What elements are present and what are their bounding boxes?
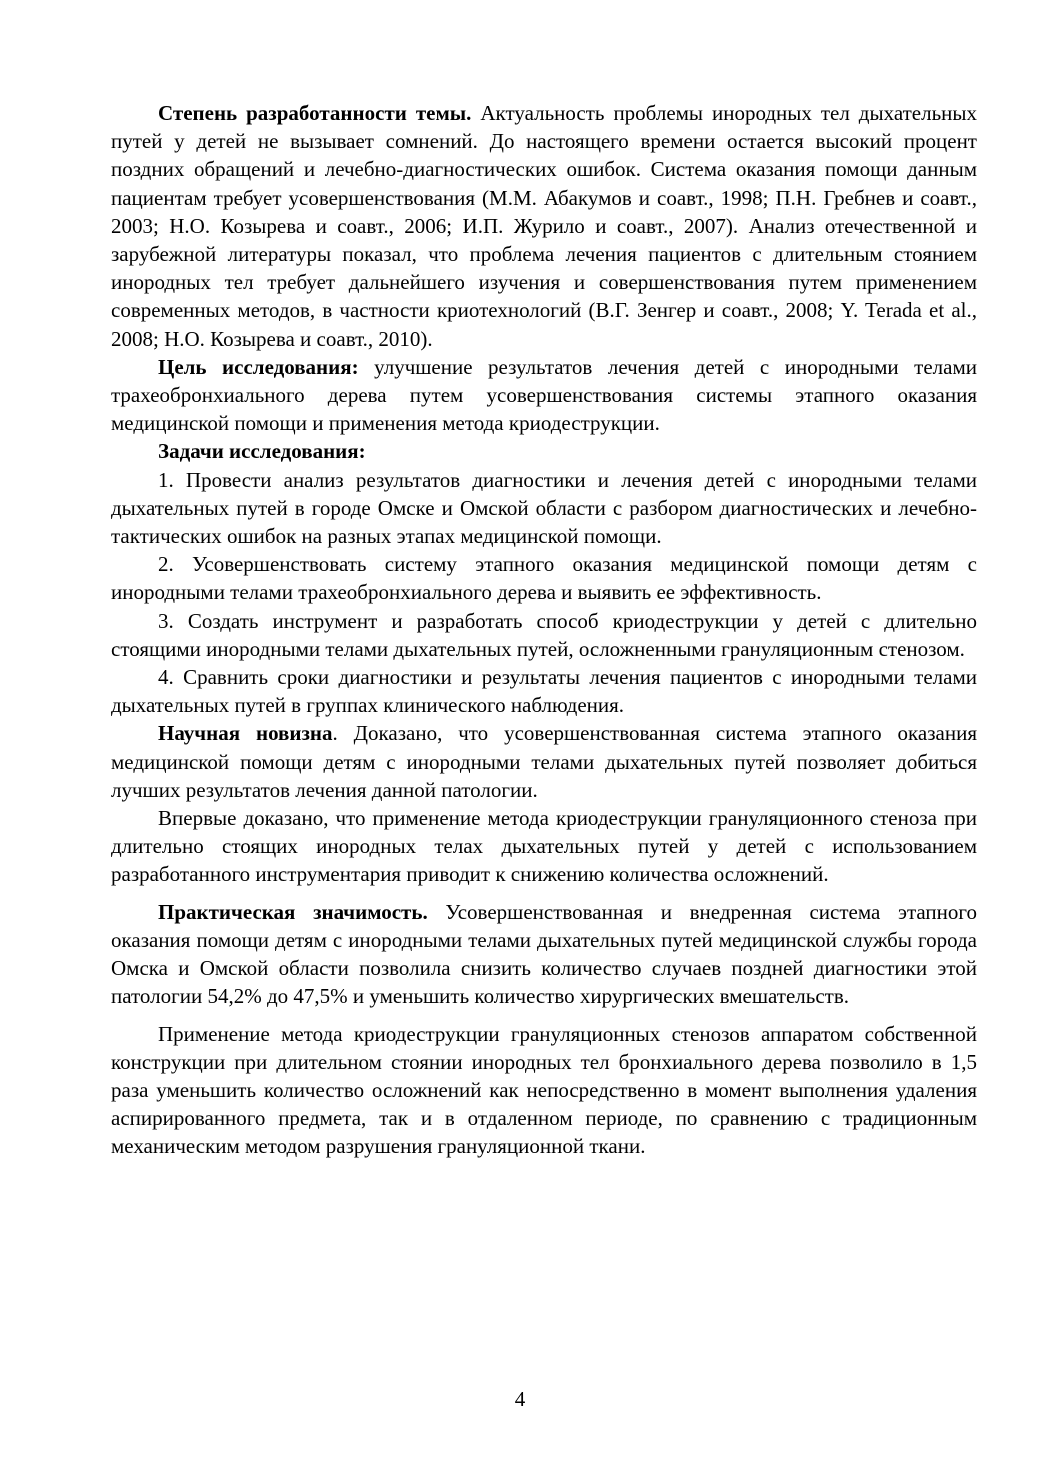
page-number: 4 — [514, 1387, 526, 1411]
task-item-2: 2. Усовершенствовать систему этапного оказания медицинской помощи детям с инородными телами трахеобронхиального дерева и выявить ее эффективность. — [111, 552, 977, 605]
novelty-text: . Доказано, что усовершенствованная система этапного оказания медицинской помощи детям с инородными телами дыхательных путей позволяет добиться лучших результатов лечения данной патологии. — [111, 721, 977, 802]
development-text: Актуальность проблемы инородных тел дыхательных путей у детей не вызывает сомнений. До настоящего времени остается высокий процент поздних обращений и лечебно-диагностических ошибок. Система оказания помощи данным пациентам требует усовершенствования (М.М. Абакумов и соавт., 1998; П.Н. Гребнев и соавт., 2003; Н.О. Козырева и соавт., 2006; И.П. Журило и соавт., 2007). Анализ отечественной и зарубежной литературы показал, что проблема лечения пациентов с длительным стоянием инородных тел требует дальнейшего изучения и совершенствования путем применением современных методов, в частности криотехнологий (В.Г. Зенгер и соавт., 2008; Y. Terada et al., 2008; Н.О. Козырева и соавт., 2010). — [111, 101, 977, 351]
novelty-paragraph — [111, 719, 977, 804]
novelty-paragraph-2: Впервые доказано, что применение метода криодеструкции грануляционного стеноза при длительно стоящих инородных телах дыхательных путей у детей с использованием разработанного инструментария приводит к снижению количества осложнений. — [111, 806, 977, 887]
document-page — [111, 99, 977, 1161]
novelty-heading: Научная новизна — [158, 721, 333, 746]
tasks-heading: Задачи исследования: — [158, 439, 366, 464]
practical-paragraph-2: Применение метода криодеструкции грануляционных стенозов аппаратом собственной конструкции при длительном стоянии инородных тел бронхиального дерева позволило в 1,5 раза уменьшить количество осложнений как непосредственно в момент выполнения удаления аспирированного предмета, так и в отдаленном периоде, по сравнению с традиционным механическим методом разрушения грануляционной ткани. — [111, 1021, 977, 1159]
development-paragraph — [111, 99, 977, 353]
goal-text: улучшение результатов лечения детей с инородными телами трахеобронхиального дерева путем усовершенствования системы этапного оказания медицинской помощи и применения метода криодеструкции. — [111, 354, 978, 436]
practical-text: Усовершенствованная и внедренная система этапного оказания помощи детям с инородными телами дыхательных путей медицинской службы города Омска и Омской области позволила снизить количество случаев поздней диагностики этой патологии 54,2% до 47,5% и уменьшить количество хирургических вмешательств. — [111, 899, 978, 1009]
development-heading: Степень разработанности темы. — [158, 101, 472, 125]
task-item-1: 1. Провести анализ результатов диагностики и лечения детей с инородными телами дыхательных путей в городе Омске и Омской области с разбором диагностических и лечебно-тактических ошибок на разных этапах медицинской помощи. — [111, 467, 977, 549]
goal-paragraph — [111, 353, 977, 438]
goal-heading: Цель исследования: — [158, 354, 359, 379]
practical-heading: Практическая значимость. — [158, 899, 428, 924]
task-item-4: 4. Сравнить сроки диагностики и результаты лечения пациентов с инородными телами дыхательных путей в группах клинического наблюдения. — [111, 665, 977, 718]
task-item-3: 3. Создать инструмент и разработать способ криодеструкции у детей с длительно стоящими инородными телами дыхательных путей, осложненными грануляционным стенозом. — [111, 608, 977, 661]
practical-paragraph — [111, 898, 977, 1011]
